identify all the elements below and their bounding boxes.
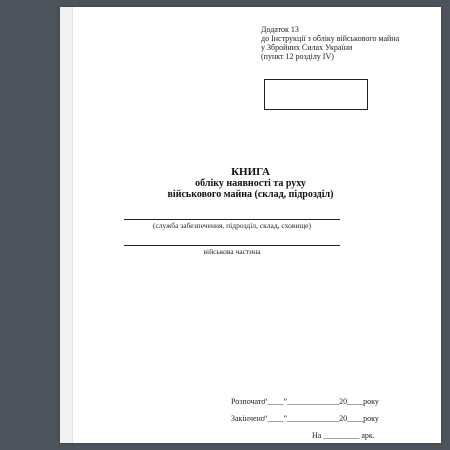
unit-caption: військова частина [203,247,261,256]
title-line: військового майна (склад, підрозділ) [167,189,334,200]
title-line: обліку наявності та руху [195,178,306,189]
started-label: Розпочато [231,397,266,406]
unit-fill-line [124,245,340,246]
title-main: КНИГА [231,166,270,178]
document-page [60,7,441,443]
started-date-line: “____”_____________20____року [264,397,379,406]
appendix-note-line: до Інструкції з обліку військового майна [261,34,400,43]
page-binding-edge [60,7,73,443]
appendix-note-line: (пункт 12 розділу IV) [261,52,334,61]
finished-date-line: “____”_____________20____року [264,414,379,423]
sheets-count-line: На _________ арк. [312,431,375,440]
appendix-note [261,25,399,61]
document-title [60,167,441,200]
appendix-note-line: у Збройних Силах України [261,43,353,52]
service-caption: (служба забезпечення, підрозділ, склад, сховище) [152,221,312,230]
finished-label: Закінчено [231,414,265,423]
registration-box [264,79,368,110]
service-fill-line [124,219,340,220]
appendix-note-line: Додаток 13 [261,25,299,34]
